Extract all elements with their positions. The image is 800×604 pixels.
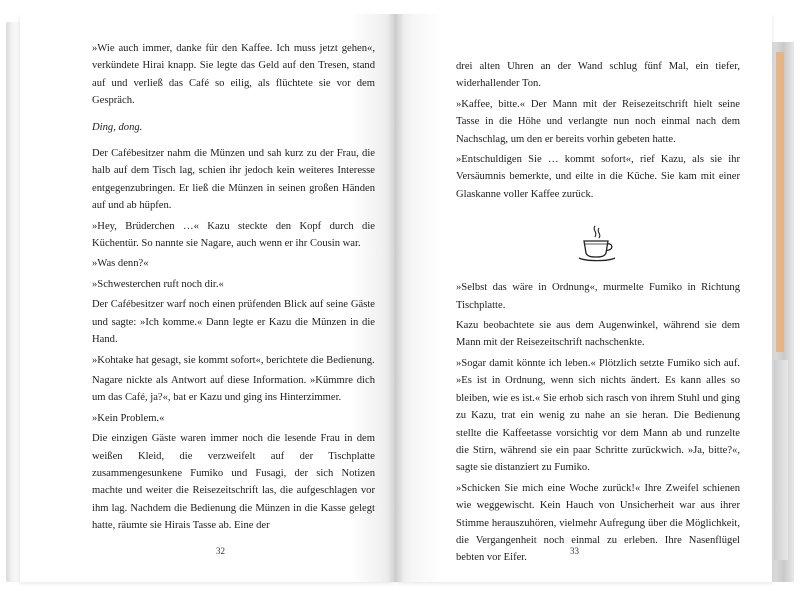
- right-paragraph-7: »Schicken Sie mich eine Woche zurück!« Ihre Zweifel schienen wie weggewischt. Kein Hauch von Unsicherheit war aus ihrer Stimme herauszuhören, vielmehr Aufregung über die Möglichkeit, die Vergangenheit noch einmal zu erleben. Ihre Nasenflügel bebten vor Eifer.: [456, 482, 740, 564]
- right-paragraph-1: drei alten Uhren an der Wand schlug fünf Mal, ein tiefer, widerhallender Ton.: [456, 61, 740, 90]
- left-paragraph-2: Ding, dong.: [92, 121, 143, 133]
- right-paragraph-2: »Kaffee, bitte.« Der Mann mit der Reisezeitschrift hielt seine Tasse in die Höhe und verlangte nun noch einmal nach dem Nachschlag, um den er bereits vorhin gebeten hatte.: [456, 98, 740, 145]
- left-paragraph-7: Der Cafébesitzer warf noch einen prüfenden Blick auf seine Gäste und sagte: »Ich komme.« Dann legte er Kazu die Münzen in die Hand.: [92, 299, 375, 346]
- left-paragraph-8: »Kohtake hat gesagt, sie kommt sofort«, berichtete die Bedienung.: [92, 354, 375, 366]
- left-page-edge: [6, 22, 20, 582]
- right-page-edge-grey: [774, 360, 788, 560]
- right-paragraph-5: Kazu beobachtete sie aus dem Augenwinkel, während sie dem Mann mit der Reisezeitschrift nachschenkte.: [456, 320, 740, 349]
- left-page: [20, 14, 396, 582]
- right-page: [396, 14, 772, 582]
- left-paragraph-9: Nagare nickte als Antwort auf diese Information. »Kümmre dich um das Café, ja?«, bat er Kazu und ging ins Hinterzimmer.: [92, 374, 375, 404]
- left-paragraph-10: »Kein Problem.«: [92, 412, 165, 424]
- right-paragraph-4: »Selbst das wäre in Ordnung«, murmelte Fumiko in Richtung Tischplatte.: [456, 282, 740, 311]
- right-paragraph-6: »Sogar damit könnte ich leben.« Plötzlich setzte Fumiko sich auf. »Es ist in Ordnung, wenn sich nichts ändert. Es kann alles so bleiben, wie es ist.« Sie erhob sich rasch von ihrem Stuhl und ging zu Kazu, trat ein wenig zu nahe an sie heran. Die Bedienung stellte die Kaffeetasse vorsichtig vor dem Mann ab und runzelte die Stirn, während sie ein paar Schritte zurückwich. »Ja, bitte?«, sagte sie distanziert zu Fumiko.: [456, 357, 740, 474]
- left-paragraph-3: Der Cafébesitzer nahm die Münzen und sah kurz zu der Frau, die halb auf dem Tisch lag, schien ihr jedoch kein weiteres Interesse entgegenzubringen. Er ließ die Münzen in seinen großen Händen auf und ab hüpfen.: [92, 148, 375, 212]
- left-paragraph-11: Die einzigen Gäste waren immer noch die lesende Frau in dem weißen Kleid, die verzweifelt auf der Tischplatte zusammengesunkene Fumiko und Fusagi, der sich Notizen machte und weiter die Reisezeitschrift las, die aufgeschlagen vor ihm lag. Nachdem die Bedienung die Münzen in die Kasse gelegt hatte, räumte sie Hirais Tasse ab. Eine der: [92, 433, 375, 532]
- book-spine-shadow: [388, 14, 404, 582]
- scene-break-ornament: [456, 223, 740, 263]
- left-paragraph-4: »Hey, Brüderchen …« Kazu steckte den Kopf durch die Küchentür. So nannte sie Nagare, auch wenn er ihr Cousin war.: [92, 220, 375, 250]
- right-page-number: 33: [570, 545, 579, 556]
- right-paragraph-3: »Entschuldigen Sie … kommt sofort«, rief Kazu, als sie ihr Versäumnis bemerkte, und eilte in die Küche. Sie kam mit einer Glaskanne voller Kaffee zurück.: [456, 154, 740, 200]
- right-page-text: [456, 58, 740, 567]
- coffee-cup-icon: [576, 223, 620, 263]
- left-paragraph-1: »Wie auch immer, danke für den Kaffee. Ich muss jetzt gehen«, verkündete Hirai knapp. Sie legte das Geld auf den Tresen, stand auf und verließ das Café so eilig, als flüchtete sie vor dem Gespräch.: [92, 43, 375, 107]
- left-paragraph-5: »Was denn?«: [92, 258, 149, 270]
- left-page-text: [92, 40, 375, 535]
- right-page-edge-orange: [776, 52, 784, 352]
- left-page-number: 32: [216, 545, 225, 556]
- left-paragraph-6: »Schwesterchen ruft noch dir.«: [92, 278, 224, 290]
